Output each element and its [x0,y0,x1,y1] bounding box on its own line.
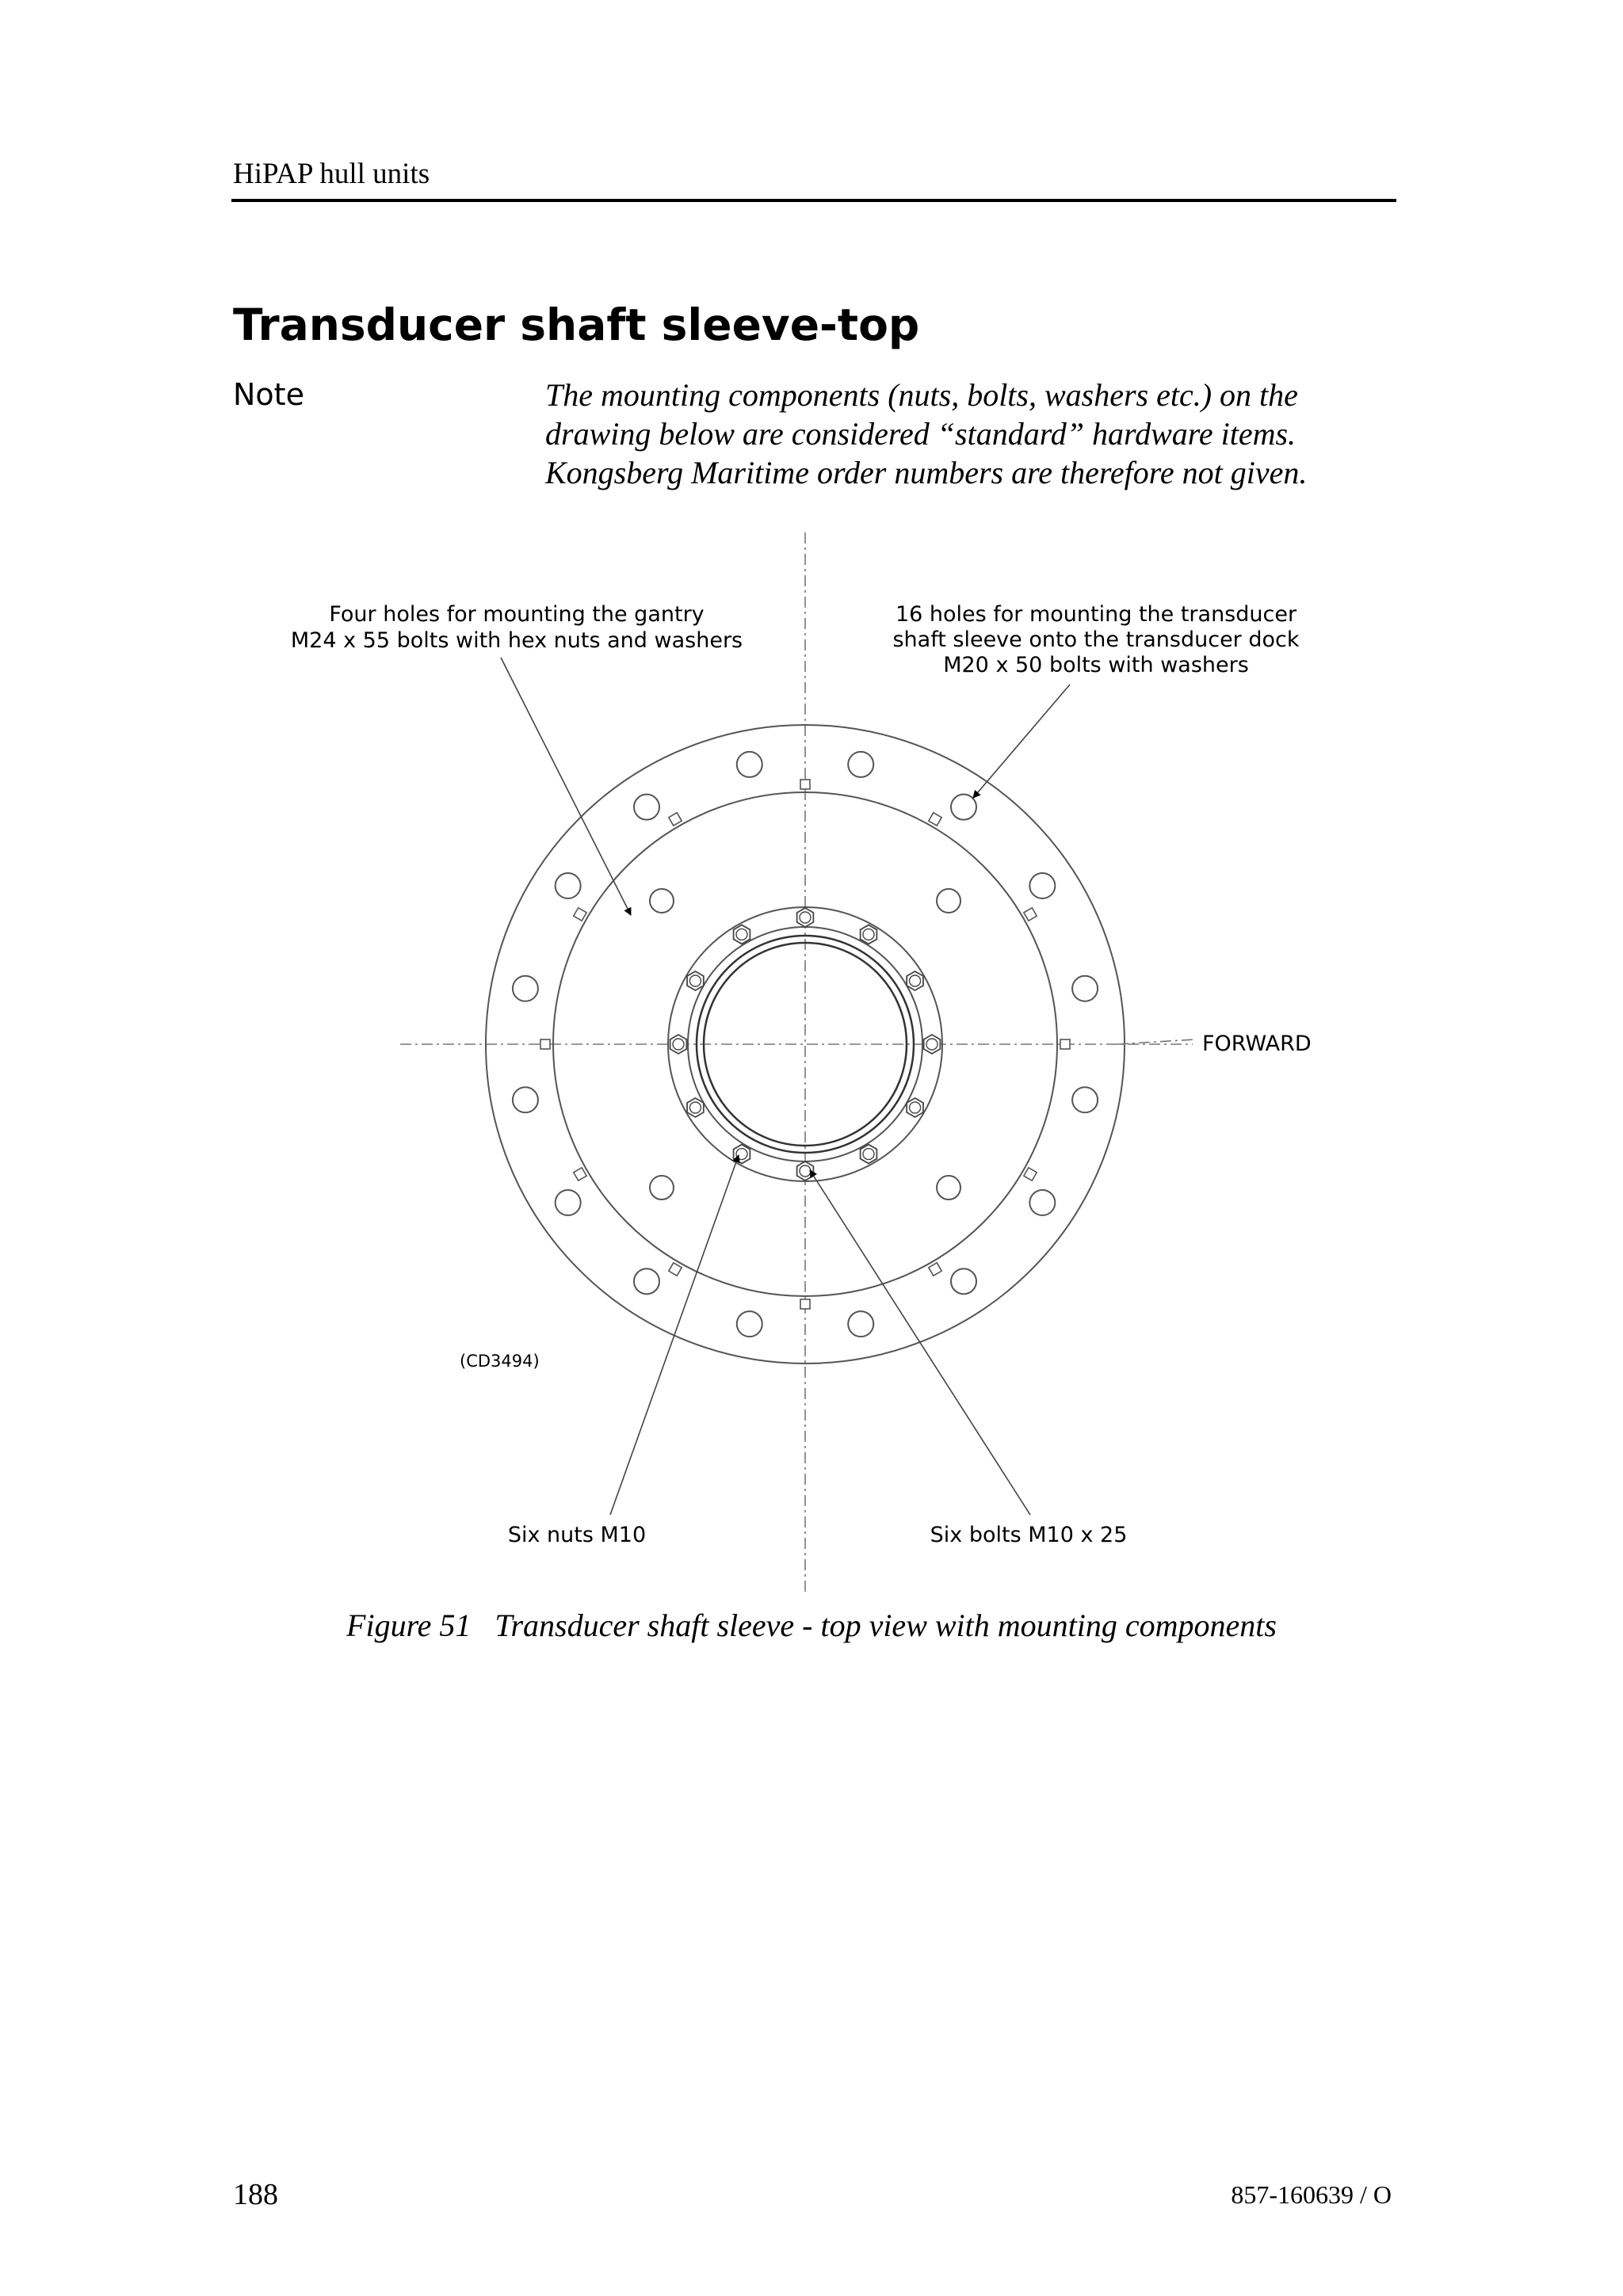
bolt-head [734,925,750,944]
locating-pin [929,1263,941,1276]
dock-hole [513,976,538,1001]
dock-hole [737,752,762,777]
dock-hole [634,795,659,820]
dock-hole [1072,1087,1098,1112]
locating-pin [929,813,941,826]
nuts-leader [610,1155,739,1515]
hex-nut [907,1098,923,1117]
note-label: Note [233,377,304,412]
dock-hole [556,873,581,898]
dock-hole [556,1190,581,1215]
locating-pin [1024,908,1037,921]
forward-label: FORWARD [1202,1032,1312,1056]
section-title: Transducer shaft sleeve-top [233,299,920,350]
note-line: Kongsberg Maritime order numbers are therefore not given. [545,455,1308,490]
locating-pin [669,813,682,826]
gantry-hole [937,1176,960,1199]
gantry-hole [937,889,960,913]
dock-hole [737,1311,762,1337]
dock-callout-line: M20 x 50 bolts with washers [943,653,1249,677]
gantry-hole [650,1176,674,1199]
bolt-head [861,1145,877,1164]
page-number: 188 [233,2178,278,2211]
document-number: 857-160639 / O [1231,2180,1392,2209]
locating-pin [1024,1168,1037,1180]
hex-nut [797,908,814,927]
locating-pin [669,1263,682,1276]
dock-hole [513,1087,538,1112]
dock-hole [848,1311,873,1337]
figure-caption: Figure 51 Transducer shaft sleeve - top view with mounting components [346,1608,1277,1643]
bolt-head [861,925,877,944]
hex-nut [687,971,704,990]
note-line: The mounting components (nuts, bolts, washers etc.) on the [545,377,1298,413]
running-header: HiPAP hull units [233,158,430,190]
dock-hole [848,752,873,777]
drawing-id: (CD3494) [460,1352,540,1371]
gantry-callout-line: M24 x 55 bolts with hex nuts and washers [290,628,743,653]
dock-hole [951,795,976,820]
dock-callout-line: 16 holes for mounting the transducer [895,602,1297,627]
bolts-leader [810,1170,1030,1515]
locating-pin [540,1039,550,1049]
dock-hole [1072,976,1098,1001]
locating-pin [574,1168,586,1180]
locating-pin [1060,1039,1070,1049]
gantry-callout-line: Four holes for mounting the gantry [329,602,705,627]
forward-leader [1117,1039,1195,1044]
locating-pin [574,908,586,921]
hex-nut [687,1098,704,1117]
bolt-head [924,1035,941,1054]
dock-hole [634,1268,659,1294]
locating-pin [800,780,810,789]
bolt-head [670,1035,687,1054]
nuts-callout: Six nuts M10 [507,1523,647,1547]
dock-hole [1029,1190,1055,1215]
bolts-callout: Six bolts M10 x 25 [930,1523,1128,1547]
dock-hole [951,1268,976,1294]
note-line: drawing below are considered “standard” hardware items. [545,416,1296,452]
hex-nut [907,971,923,990]
gantry-hole [650,889,674,913]
locating-pin [800,1299,810,1309]
dock-leader [973,685,1070,798]
dock-callout-line: shaft sleeve onto the transducer dock [892,627,1300,652]
dock-hole [1029,873,1055,898]
